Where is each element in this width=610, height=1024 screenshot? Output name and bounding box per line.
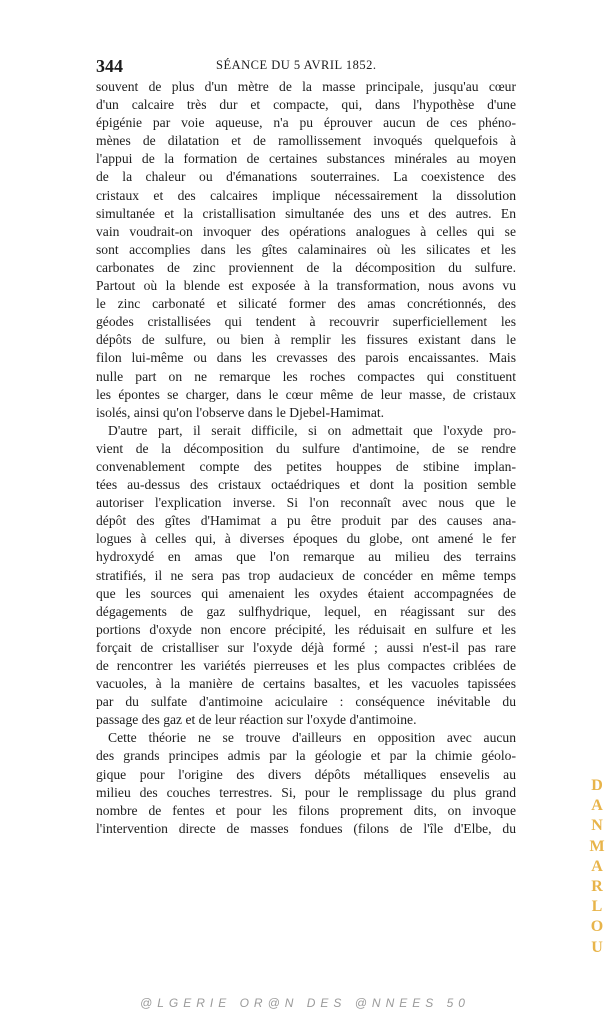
text-line: milieu des couches terrestres. Si, pour le remplissage du plus grand xyxy=(96,784,516,800)
text-line: épigénie par voie aqueuse, n'a pu éprouver aucun de ces phéno- xyxy=(96,115,516,131)
watermark-letter: L xyxy=(591,898,603,916)
text-line: D'autre part, il serait difficile, si on admettait que l'oxyde pro- xyxy=(108,422,516,438)
watermark-letter: A xyxy=(591,797,603,815)
text-line: hydroxydé en amas que l'on remarque au milieu des terrains xyxy=(96,549,516,565)
text-line: mènes de dilatation et de ramollissement invoqués quelquefois à xyxy=(96,133,516,149)
text-line: Cette théorie ne se trouve d'ailleurs en opposition avec aucun xyxy=(108,730,516,746)
text-line: nulle part on ne remarque les roches compactes qui constituent xyxy=(96,368,516,384)
text-line: carbonates de zinc proviennent de la décomposition du sulfure. xyxy=(96,259,516,275)
text-line: que les sources qui amenaient les oxydes étaient accompagnées de xyxy=(96,585,516,601)
text-line: le zinc carbonaté et silicaté former des amas concrétionnés, des xyxy=(96,296,516,312)
page-header xyxy=(96,56,516,78)
text-line: dépôt des gîtes d'Hamimat a pu être produit par des causes ana- xyxy=(96,513,516,529)
text-line: vacuoles, à la manière de certains basaltes, et les vacuoles tapissées xyxy=(96,676,516,692)
watermark-letter: R xyxy=(591,878,603,896)
text-line: forçait de cristalliser sur l'oxyde déjà formé ; aussi n'est-il pas rare xyxy=(96,639,516,655)
text-line: autoriser l'explication inverse. Si l'on reconnaît avec nous que le xyxy=(96,495,516,511)
text-line: l'intervention directe de masses fondues (filons de l'île d'Elbe, du xyxy=(96,820,516,836)
text-line: cristaux et des calcaires implique nécessairement la dissolution xyxy=(96,187,516,203)
text-line: l'appui de la formation de certaines substances minérales au moyen xyxy=(96,151,516,167)
text-line: gique pour l'origine des divers dépôts métalliques ensevelis au xyxy=(96,766,516,782)
watermark-letter: A xyxy=(591,857,603,875)
text-line: stratifiés, il ne sera pas trop audacieux de concéder en même temps xyxy=(96,567,516,583)
page-number: 344 xyxy=(96,56,123,76)
watermark-letter: M xyxy=(589,837,605,855)
text-line: filon lui-même ou dans les crevasses des parois encaissantes. Mais xyxy=(96,350,516,366)
text-line: de la chaleur ou d'émanations souterraines. La coexistence des xyxy=(96,169,516,185)
text-line: sont accomplies dans les gîtes calaminaires où les silicates et les xyxy=(96,241,516,257)
watermark-letter: D xyxy=(591,777,603,794)
running-title: SÉANCE DU 5 AVRIL 1852. xyxy=(216,58,377,72)
watermark-vertical xyxy=(587,776,607,958)
text-line: tées au-dessus des cristaux octaédriques et dont la position semble xyxy=(96,477,516,493)
text-line: Partout où la blende est exposée à la transformation, nous avons vu xyxy=(96,278,516,294)
text-line: nombre de fentes et pour les filons proprement dits, on invoque xyxy=(96,802,516,818)
text-line: vain voudrait-on invoquer des opérations analogues à celles qui se xyxy=(96,223,516,239)
text-line: dépôts de sulfure, ou bien à remplir les fissures existant dans le xyxy=(96,332,516,348)
body-text xyxy=(96,78,516,838)
watermark-letter: O xyxy=(590,918,604,936)
watermark-footer: @LGERIE OR@N DES @NNEES 50 xyxy=(140,996,470,1010)
watermark-letter: N xyxy=(591,817,603,835)
text-line: les épontes se charger, dans le cœur même de leur masse, de cristaux xyxy=(96,386,516,402)
text-line: dégagements de gaz sulfhydrique, lequel, en réagissant sur des xyxy=(96,603,516,619)
text-line: géodes cristallisées qui tendent à recouvrir superficiellement les xyxy=(96,314,516,330)
watermark-letter: U xyxy=(591,938,603,956)
text-line: logues à celles qui, à diverses époques du globe, ont amené le fer xyxy=(96,531,516,547)
text-line: isolés, ainsi qu'on l'observe dans le Djebel-Hamimat. xyxy=(96,404,385,420)
text-line: convenablement compte des petites houppes de stibine implan- xyxy=(96,458,516,474)
text-line: des grands principes admis par la géologie et par la chimie géolo- xyxy=(96,748,516,764)
text-line: souvent de plus d'un mètre de la masse principale, jusqu'au cœur xyxy=(96,79,516,94)
text-line: portions d'oxyde non encore précipité, les réduisait en sulfure et les xyxy=(96,621,516,637)
text-line: passage des gaz et de leur réaction sur l'oxyde d'antimoine. xyxy=(96,712,417,728)
text-line: simultanée et la cristallisation simultanée des uns et des autres. En xyxy=(96,205,516,221)
text-line: de rencontrer les variétés pierreuses et les plus compactes criblées de xyxy=(96,658,516,673)
text-line: vient de la décomposition du sulfure d'antimoine, de se rendre xyxy=(96,440,516,456)
text-line: par du sulfate d'antimoine aciculaire : conséquence inévitable du xyxy=(96,694,516,710)
text-line: d'un calcaire très dur et compacte, qui, dans l'hypothèse d'une xyxy=(96,97,516,113)
